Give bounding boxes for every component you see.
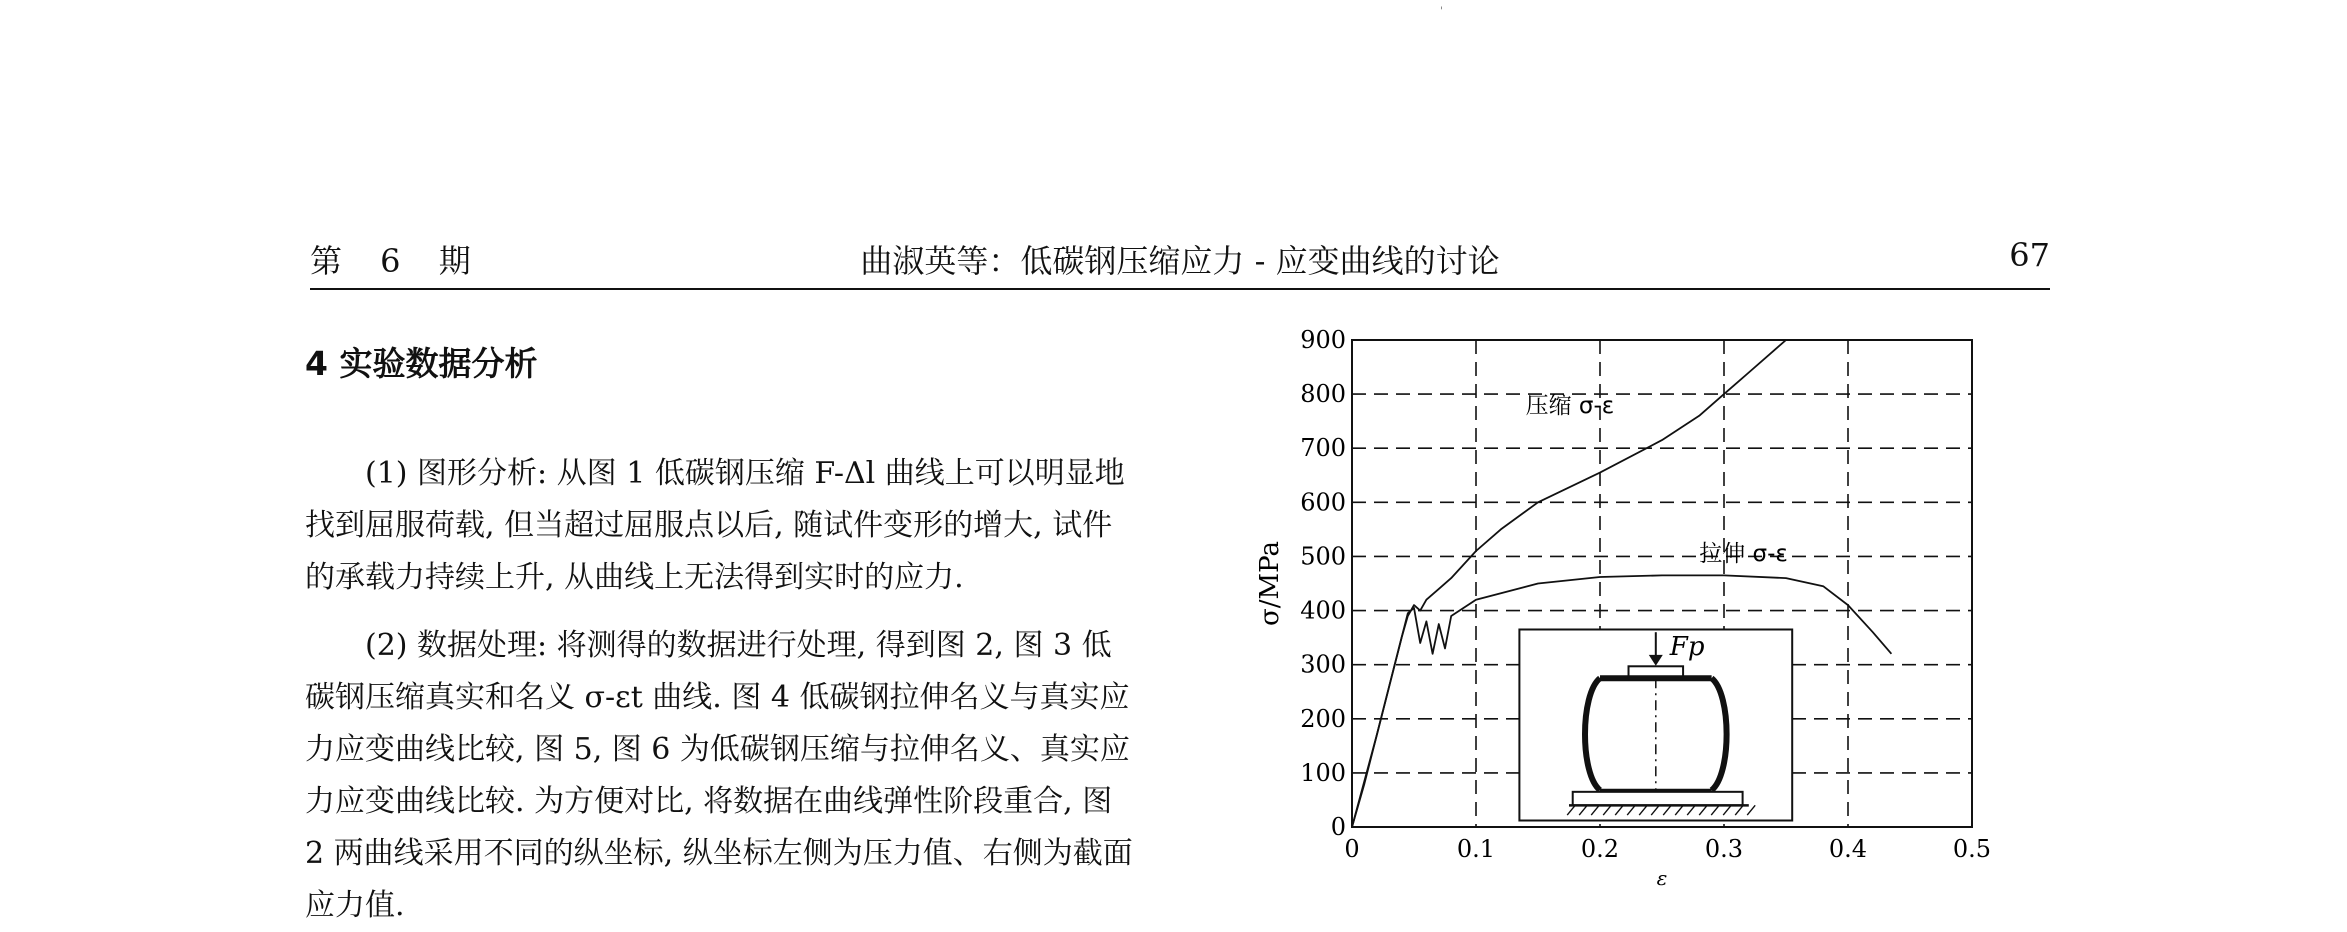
x-tick-label: 0: [1344, 835, 1360, 863]
y-tick-label: 700: [1300, 434, 1346, 463]
issue-label: 第 6 期: [310, 242, 485, 280]
y-tick-label: 0: [1330, 813, 1346, 841]
y-tick-label: 600: [1300, 488, 1346, 517]
section-heading: 4 实验数据分析: [305, 344, 538, 383]
y-axis-label: σ/MPa: [1255, 541, 1285, 626]
y-tick-label: 100: [1300, 758, 1346, 787]
header-rule: [310, 288, 2050, 290]
x-tick-label: 0.2: [1580, 835, 1620, 863]
y-tick-label: 900: [1300, 326, 1346, 354]
page-number: 67: [2009, 236, 2050, 274]
y-tick-label: 300: [1300, 650, 1346, 679]
x-tick-label: 0.3: [1704, 835, 1744, 863]
y-tick-label: 200: [1300, 704, 1346, 733]
stress-strain-chart: [1240, 322, 2010, 900]
running-header: [310, 236, 2050, 286]
annotation-compression: 压缩 σ-ε: [1525, 393, 1615, 420]
scan-speck: ': [1440, 6, 1443, 17]
x-tick-label: 0.5: [1952, 835, 1992, 863]
x-tick-label: 0.1: [1456, 835, 1496, 863]
x-axis-label: ε: [1656, 866, 1668, 890]
annotation-tension: 拉伸 σ-ε: [1699, 540, 1788, 567]
specimen-inset: [1519, 629, 1792, 820]
stress-strain-figure: [1240, 322, 2010, 900]
article-running-title: 曲淑英等：低碳钢压缩应力 - 应变曲线的讨论: [860, 242, 1500, 280]
y-tick-label: 400: [1300, 596, 1346, 625]
y-tick-label: 800: [1300, 380, 1346, 409]
paragraph-data-processing: (2) 数据处理: 将测得的数据进行处理, 得到图 2, 图 3 低碳钢压缩真实和名义 σ-εt 曲线. 图 4 低碳钢拉伸名义与真实应力应变曲线比较, 图 5, 图 6 为低碳钢压缩与拉伸名义、真实应力应变曲线比较. 为方便对比, 将数据在曲线弹性阶段重合, 图 2 两曲线采用不同的纵坐标, 纵坐标左侧为压力值、右侧为截面应力值.: [305, 628, 1133, 923]
force-label: Fp: [1669, 631, 1705, 662]
x-tick-label: 0.4: [1828, 835, 1868, 863]
y-tick-label: 500: [1300, 542, 1346, 571]
paragraph-graph-analysis: (1) 图形分析: 从图 1 低碳钢压缩 F-Δl 曲线上可以明显地找到屈服荷载, 但当超过屈服点以后, 随试件变形的增大, 试件的承载力持续上升, 从曲线上无法得到实时的应力.: [305, 456, 1125, 595]
